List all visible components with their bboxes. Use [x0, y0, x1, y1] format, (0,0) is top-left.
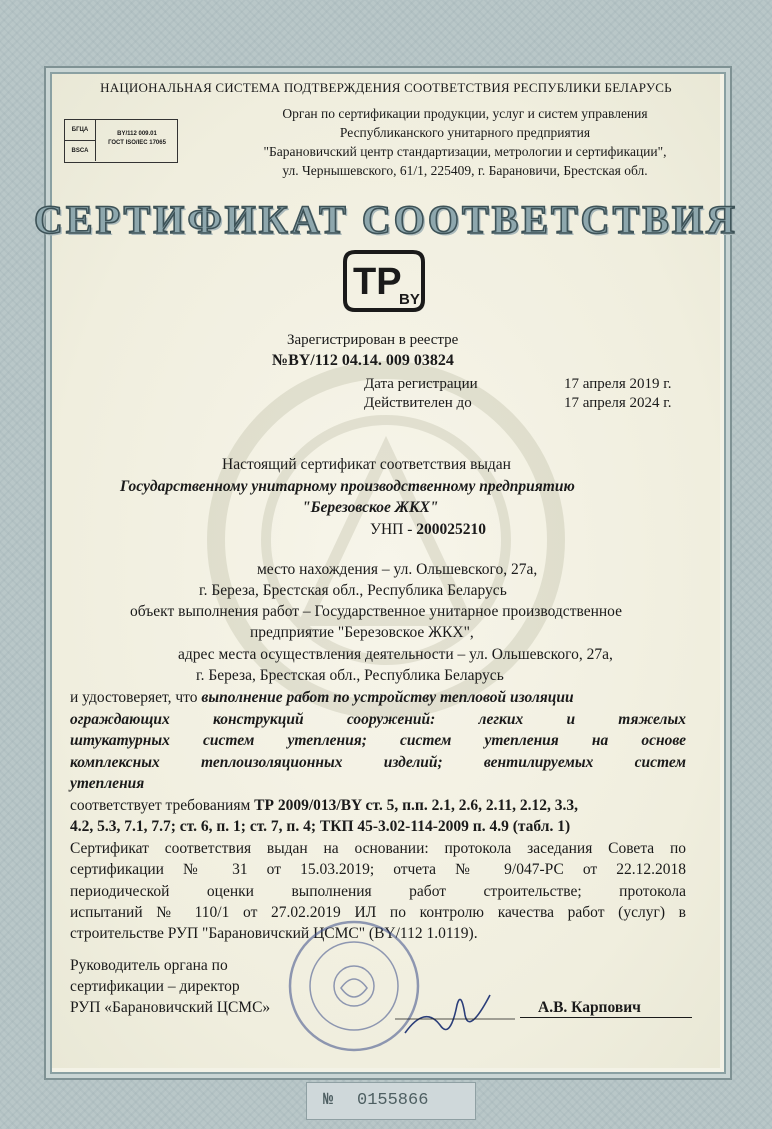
- logo-tr-text: TP: [353, 261, 402, 303]
- basis-line-3: периодической оценки выполнения работ строительстве; протокола: [70, 883, 686, 900]
- badge-accreditation-number: [99, 130, 175, 148]
- valid-until-label: Действителен до: [364, 395, 472, 411]
- basis-line-1: Сертификат соответствия выдан на основании: протокола заседания Совета по: [70, 840, 686, 857]
- badge-line-1: BY/112 009.01: [117, 131, 157, 137]
- watermark-emblem: [186, 360, 586, 720]
- certifies-line-5: утепления: [70, 775, 145, 792]
- national-system-heading: НАЦИОНАЛЬНАЯ СИСТЕМА ПОДТВЕРЖДЕНИЯ СООТВЕТСТВИЯ РЕСПУБЛИКИ БЕЛАРУСЬ: [100, 80, 672, 95]
- accreditation-badge: [64, 119, 178, 163]
- location-line-6: г. Береза, Брестская обл., Республика Беларусь: [196, 667, 504, 684]
- basis-line-2: сертификации № 31 от 15.03.2019; отчета № 9/047-РС от 22.12.2018: [70, 861, 686, 878]
- serial-number-box: [306, 1082, 476, 1120]
- basis-line-4: испытаний № 110/1 от 27.02.2019 ИЛ по контролю качества работ (услуг) в: [70, 904, 686, 921]
- certifies-text-1: выполнение работ по устройству тепловой изоляции: [201, 689, 574, 706]
- certificate-title: СЕРТИФИКАТ СООТВЕТСТВИЯ: [34, 197, 738, 242]
- signatory-title-3: РУП «Барановичский ЦСМС»: [70, 999, 271, 1016]
- badge-bgca: БГЦА: [65, 120, 96, 141]
- signatory-title-1: Руководитель органа по: [70, 957, 228, 974]
- registry-number: №BY/112 04.14. 009 03824: [272, 352, 454, 369]
- registration-date-value: 17 апреля 2019 г.: [564, 376, 672, 392]
- issued-to-name: "Березовское ЖКХ": [302, 499, 439, 516]
- unp: [370, 521, 486, 539]
- signature-line: [520, 1017, 692, 1018]
- conforms-line-1: [70, 797, 578, 815]
- serial-prefix: №: [323, 1091, 334, 1110]
- location-line-2: г. Береза, Брестская обл., Республика Беларусь: [199, 582, 507, 599]
- logo-by-text: BY: [399, 291, 420, 308]
- issued-line-1: Настоящий сертификат соответствия выдан: [222, 456, 511, 473]
- conforms-prefix: соответствует требованиям: [70, 797, 255, 814]
- org-line-3: "Барановичский центр стандартизации, метрологии и сертификации",: [263, 144, 667, 159]
- unp-label: УНП -: [370, 521, 417, 538]
- certifies-line-1: [70, 689, 574, 707]
- signatory-title-2: сертификации – директор: [70, 978, 240, 995]
- conforms-text-1: ТР 2009/013/BY ст. 5, п.п. 2.1, 2.6, 2.11, 2.12, 3.3,: [254, 797, 579, 814]
- org-line-1: Орган по сертификации продукции, услуг и систем управления: [282, 106, 648, 121]
- handwritten-signature: [395, 985, 515, 1045]
- org-line-2: Республиканского унитарного предприятия: [339, 125, 591, 140]
- registration-date-label: Дата регистрации: [364, 376, 478, 392]
- certifies-prefix: и удостоверяет, что: [70, 689, 202, 706]
- location-line-4: предприятие "Березовское ЖКХ",: [250, 624, 474, 641]
- valid-until-value: 17 апреля 2024 г.: [564, 395, 672, 411]
- location-line-3: объект выполнения работ – Государственное унитарное производственное: [130, 603, 622, 620]
- certifies-line-4: комплексных теплоизоляционных изделий; вентилируемых систем: [70, 754, 686, 771]
- org-line-4: ул. Чернышевского, 61/1, 225409, г. Барановичи, Брестская обл.: [282, 163, 648, 178]
- badge-bsca: BSCA: [65, 141, 96, 161]
- basis-line-5: строительстве РУП "Барановичский ЦСМС" (BY/112 1.0119).: [70, 925, 478, 942]
- badge-line-2: ГОСТ ISO/IEC 17065: [108, 140, 166, 146]
- location-line-5: адрес места осуществления деятельности – ул. Ольшевского, 27а,: [178, 646, 613, 663]
- conforms-line-2: 4.2, 5.3, 7.1, 7.7; ст. 6, п. 1; ст. 7, п. 4; ТКП 45-3.02-114-2009 п. 4.9 (табл. 1): [70, 818, 571, 835]
- issued-to-company: Государственному унитарному производственному предприятию: [120, 478, 575, 495]
- tr-by-logo: [341, 248, 427, 314]
- signatory-name: А.В. Карпович: [538, 999, 641, 1016]
- serial-number: 0155866: [357, 1091, 429, 1110]
- unp-value: 200025210: [416, 521, 487, 538]
- registry-label: Зарегистрирован в реестре: [287, 332, 459, 348]
- certifies-line-3: штукатурных систем утепления; систем утепления на основе: [70, 732, 686, 749]
- location-line-1: место нахождения – ул. Ольшевского, 27а,: [257, 561, 538, 578]
- certifies-line-2: ограждающих конструкций сооружений: легких и тяжелых: [70, 711, 686, 728]
